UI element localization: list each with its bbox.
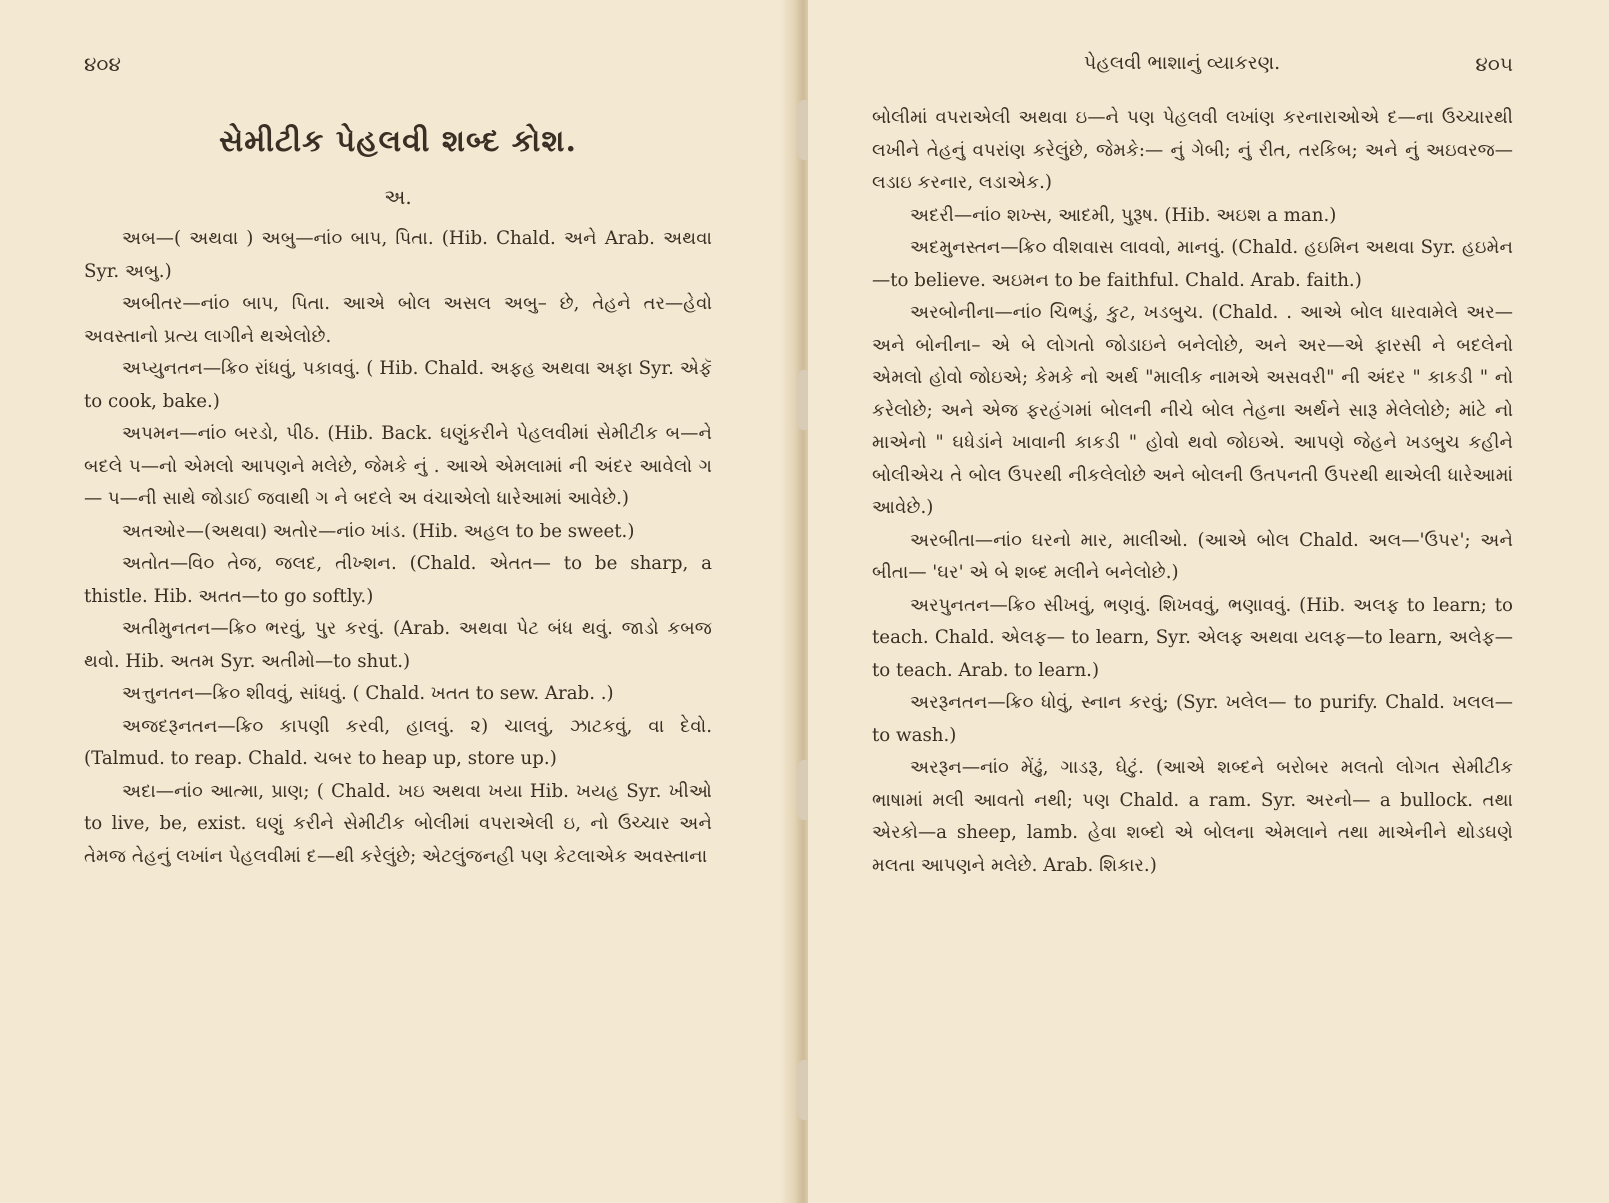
dictionary-entry: અરબીતા—નાં૦ ઘરનો માર, માલીઓ. (આએ બોલ Chald. અલ—'ઉપર'; અને બીતા— 'ઘર' એ બે શબ્દ મલીને બનેલોછે.): [872, 529, 1513, 583]
dictionary-entry: અતઓર—(અથવા) અતોર—નાં૦ ખાંડ. (Hib. અહલ to be sweet.): [122, 520, 635, 542]
dictionary-entry: અત્તુનતન—ક્રિ૦ શીવવું, સાંધવું. ( Chald. ખતત to sew. Arab. .): [122, 683, 614, 704]
dictionary-entry: અતીમુનતન—ક્રિ૦ ભરવું, પુર કરવું. (Arab. અથવા પેટ બંધ થવું. જાડો કબજ થવો. Hib. અતમ Syr. અતીમો—to shut.): [84, 618, 712, 672]
dictionary-entry: અપ્યુનતન—ક્રિ૦ રાંધવું, પકાવવું. ( Hib. Chald. અફહ અથવા અફા Syr. એફૅ to cook, bake.): [84, 358, 712, 412]
dictionary-entry: અદા—નાં૦ આત્મા, પ્રાણ; ( Chald. ખઇ અથવા ખયા Hib. ખયહ Syr. ખીઓ to live, be, exist. ઘણું કરીને સેમીટીક બોલીમાં વપરાએલી ઇ, નો ઉચ્ચાર અને તેમજ તેહનું લખાંન પેહલવીમાં દ—થી કરેલુંછે; એટલુંજનહી પણ કેટલાએક અવસ્તાના: [84, 780, 712, 867]
dictionary-entry: અબીતર—નાં૦ બાપ, પિતા. આએ બોલ અસલ અબુ– છે, તેહને તર—હેવો અવસ્તાનો પ્રત્ય લાગીને થએલોછે.: [84, 293, 712, 347]
dictionary-entry: અરરૂનતન—ક્રિ૦ ધોવું, સ્નાન કરવું; (Syr. ખલેલ— to purify. Chald. ખલલ—to wash.): [872, 692, 1513, 746]
dictionary-entry: અબ—( અથવા ) અબુ—નાં૦ બાપ, પિતા. (Hib. Chald. અને Arab. અથવા Syr. અબુ.): [84, 228, 712, 282]
section-letter: અ.: [384, 185, 412, 209]
dictionary-entry: અરરૂન—નાં૦ મેંઢું, ગાડરૂ, ઘેટું. (આએ શબ્દને બરોબર મલતો લોગત સેમીટીક ભાષામાં મલી આવતો નથી; પણ Chald. a ram. Syr. અરનો— a bullock. તથા એરકો—a sheep, lamb. હેવા શબ્દો એ બોલના એમલાને તથા માએનીને થોડઘણે મલતા આપણને મલેછે. Arab. શિકાર.): [872, 757, 1513, 876]
right-page: [808, 0, 1609, 1203]
dictionary-entry: અજદરૂનતન—ક્રિ૦ કાપણી કરવી, હાલવું. ૨) ચાલવું, ઝાટકવું, વા દેવો. (Talmud. to reap. Chald. ચબર to heap up, store up.): [84, 715, 712, 769]
dictionary-entry: અરબોનીના—નાં૦ ચિભડું, કુટ, ખડબુચ. (Chald. . આએ બોલ ધારવામેલે અર—અને બોનીના– એ બે લોગતો જોડાઇને બનેલોછે, અને અર—એ ફારસી ને બદલેનો એમલો હોવો જોઇએ; કેમકે નો અર્થ "માલીક નામએ અસવરી" ની અંદર " કાકડી " નો કરેલોછે; અને એજ ફરહંગમાં બોલની નીચે બોલ તેહના અર્થને સારૂ મેલેલોછે; માંટે નો માએનો " ઘધેડાંને ખાવાની કાકડી " હોવો થવો જોઇએ. આપણે જેહને ખડબુચ કહીને બોલીએચ તે બોલ ઉપરથી નીકલેલોછે અને બોલની ઉતપનતી ઉપરથી થાએલી ધારેઆમાં આવેછે.): [872, 302, 1513, 518]
running-head: પેહલવી ભાશાનું વ્યાકરણ.: [1084, 52, 1281, 74]
right-entries: [872, 102, 1513, 882]
dictionary-entry: અપમન—નાં૦ બરડો, પીઠ. (Hib. Back. ઘણુંકરીને પેહલવીમાં સેમીટીક બ—ને બદલે પ—નો એમલો આપણને મલેછે, જેમકે નું . આએ એમલામાં ની અંદર આવેલો ગ— પ—ની સાથે જોડાઈ જવાથી ગ ને બદલે અ વંચાએલો ધારેઆમાં આવેછે.): [84, 423, 712, 509]
dictionary-entry: અતોત—વિ૦ તેજ, જલદ, તીખ્શન. (Chald. એતત— to be sharp, a thistle. Hib. અતત—to go softly.): [84, 553, 712, 607]
dictionary-entry: બોલીમાં વપરાએલી અથવા ઇ—ને પણ પેહલવી લખાંણ કરનારાઓએ દ—ના ઉચ્ચારથી લખીને તેહનું વપરાંણ કરેલુંછે, જેમકે:— નું ગેબી; નું રીત, તરકિબ; અને નું અઇવરજ—લડાઇ કરનાર, લડાએક.): [872, 107, 1513, 193]
dictionary-entry: અરપુનતન—ક્રિ૦ સીખવું, ભણવું. શિખવવું, ભણાવવું. (Hib. અલફ to learn; to teach. Chald. એલફ— to learn, Syr. એલફ અથવા યલફ—to learn, અલેફ— to teach. Arab. to learn.): [872, 594, 1513, 681]
left-page-number: ૪૦૪: [84, 52, 121, 76]
right-page-number: ૪૦૫: [1475, 52, 1513, 76]
dictionary-entry: અદરી—નાં૦ શખ્સ, આદમી, પુરૂષ. (Hib. અઇશ a man.): [910, 204, 1337, 226]
page-title: સેમીટીક પેહલવી શબ્દ કોશ.: [219, 124, 577, 159]
left-entries: [84, 223, 712, 873]
left-page: [0, 0, 800, 1203]
dictionary-entry: અદમુનસ્તન—ક્રિ૦ વીશવાસ લાવવો, માનવું. (Chald. હઇમિન અથવા Syr. હઇમેન—to believe. અઇમન to be faithful. Chald. Arab. faith.): [872, 237, 1513, 291]
